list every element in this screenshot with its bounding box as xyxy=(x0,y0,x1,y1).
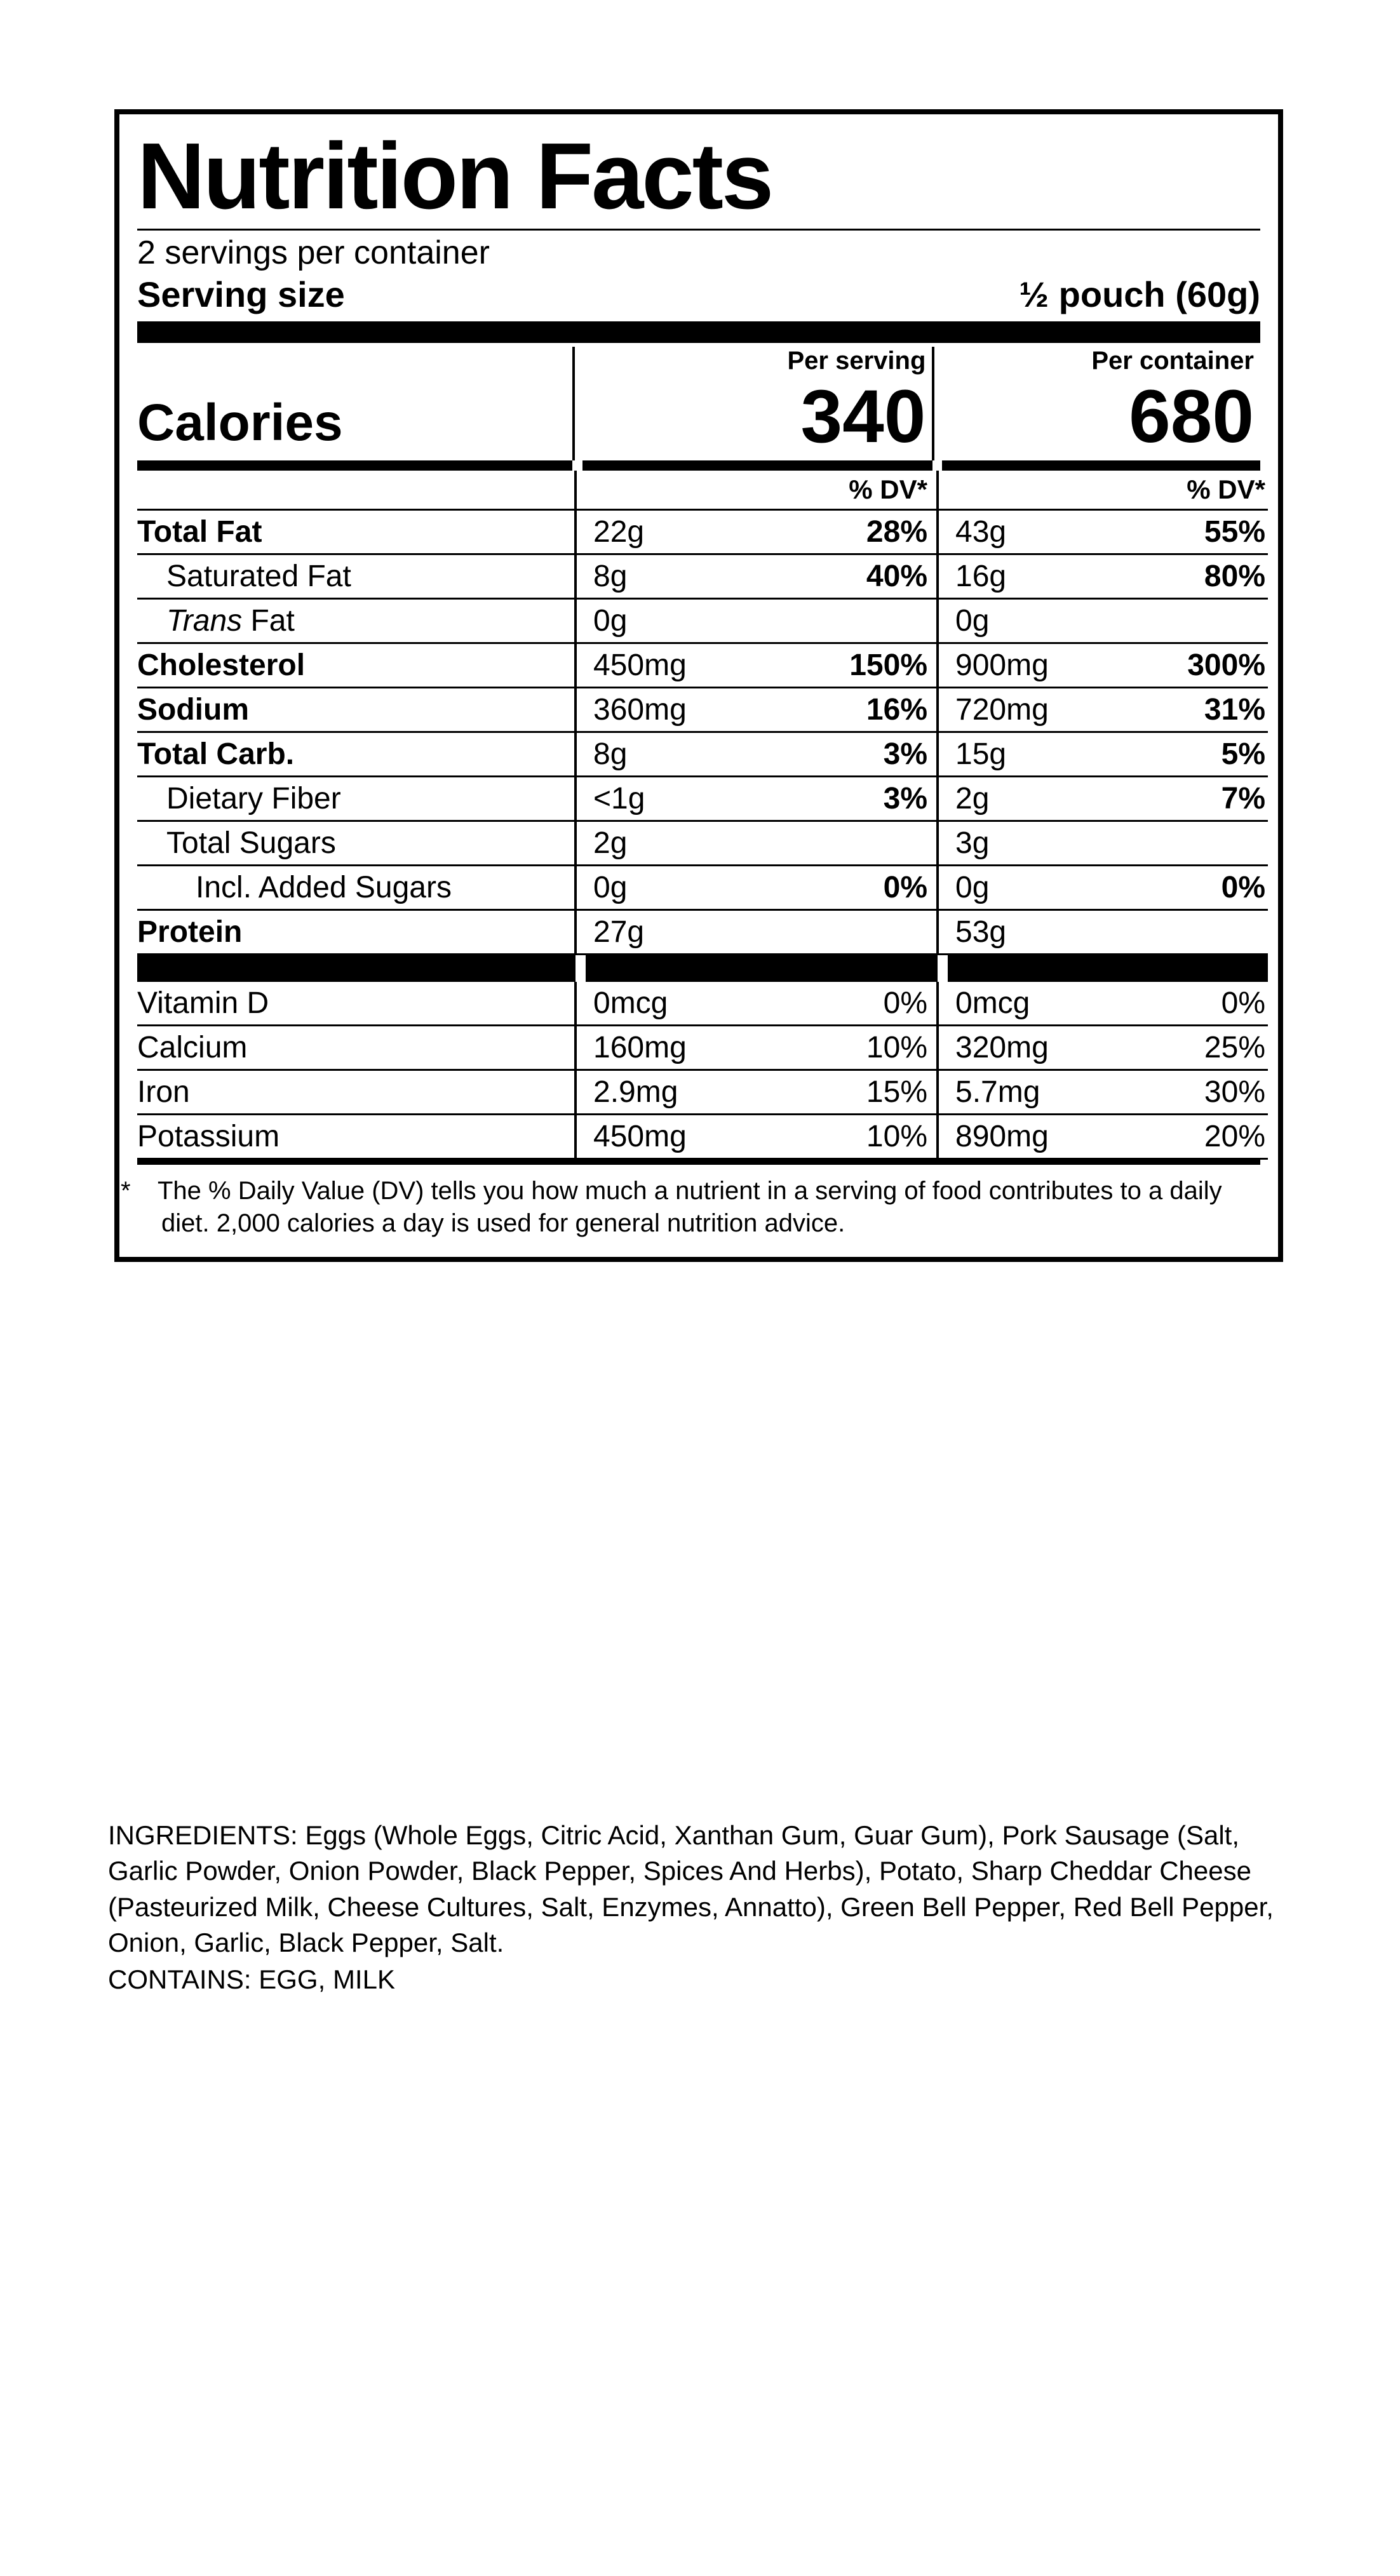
footnote-text: The % Daily Value (DV) tells you how much a nutrient in a serving of food contributes to a daily diet. 2,000 calories a day is used for general nutrition advice. xyxy=(158,1177,1222,1238)
nutrient-row xyxy=(137,511,1268,554)
nutrient-row xyxy=(137,866,1268,910)
nutrient-serving-dv xyxy=(785,599,938,643)
nutrient-row xyxy=(137,910,1268,955)
dv-header-serving-blank xyxy=(575,471,785,510)
nutrient-serving-value: 360mg xyxy=(575,688,785,732)
nutrient-serving-dv: 150% xyxy=(785,643,938,688)
contains-text: EGG, MILK xyxy=(259,1964,395,1995)
nutrient-row xyxy=(137,821,1268,866)
vitamin-row xyxy=(137,982,1268,1026)
calories-per-serving-value: 340 xyxy=(800,375,926,459)
nutrient-name: Total Sugars xyxy=(137,821,575,866)
nutrient-row xyxy=(137,643,1268,688)
vitamin-serving-value: 160mg xyxy=(575,1026,785,1070)
nutrient-container-value: 720mg xyxy=(938,688,1128,732)
nutrient-name: Sodium xyxy=(137,688,575,732)
serving-size-value: ½ pouch (60g) xyxy=(1019,274,1260,315)
nutrient-container-dv: 300% xyxy=(1128,643,1268,688)
servings-per-container: 2 servings per container xyxy=(137,234,490,271)
nutrient-row xyxy=(137,554,1268,599)
footnote-divider xyxy=(137,1160,1260,1165)
nutrient-container-value: 53g xyxy=(938,910,1128,955)
nutrient-container-value: 3g xyxy=(938,821,1128,866)
vitamin-row xyxy=(137,1070,1268,1115)
ingredients-block xyxy=(108,1818,1309,1997)
contains-line xyxy=(108,1962,1309,1997)
nutrient-serving-dv: 28% xyxy=(785,511,938,554)
nutrient-serving-dv: 16% xyxy=(785,688,938,732)
nutrient-container-value: 0g xyxy=(938,599,1128,643)
nutrient-container-value: 16g xyxy=(938,554,1128,599)
nutrient-rows-table xyxy=(137,511,1268,955)
ingredients-label: INGREDIENTS: xyxy=(108,1820,298,1850)
nutrient-container-value: 900mg xyxy=(938,643,1128,688)
vitamin-container-value: 890mg xyxy=(938,1115,1128,1159)
nutrient-container-dv xyxy=(1128,599,1268,643)
vitamin-row xyxy=(137,1026,1268,1070)
nutrient-serving-dv xyxy=(785,821,938,866)
nutrient-serving-value: 450mg xyxy=(575,643,785,688)
dv-header-container-blank xyxy=(938,471,1128,510)
vitamin-container-dv: 20% xyxy=(1128,1115,1268,1159)
nutrient-container-dv: 55% xyxy=(1128,511,1268,554)
serving-size-row xyxy=(137,272,1260,321)
nutrient-container-dv: 5% xyxy=(1128,732,1268,777)
nutrient-container-dv: 0% xyxy=(1128,866,1268,910)
nutrient-row xyxy=(137,732,1268,777)
nutrient-serving-dv xyxy=(785,910,938,955)
nutrient-container-dv: 7% xyxy=(1128,777,1268,821)
serving-size-label: Serving size xyxy=(137,274,345,315)
vitamin-serving-dv: 0% xyxy=(785,982,938,1026)
vitamin-serving-value: 2.9mg xyxy=(575,1070,785,1115)
nutrient-name: Trans Fat xyxy=(137,599,575,643)
nutrient-serving-value: 22g xyxy=(575,511,785,554)
vitamin-name: Potassium xyxy=(137,1115,575,1159)
nutrient-name: Dietary Fiber xyxy=(137,777,575,821)
calories-block xyxy=(137,343,1260,460)
vitamin-container-dv: 25% xyxy=(1128,1026,1268,1070)
nutrient-serving-dv: 3% xyxy=(785,777,938,821)
vitamin-container-value: 0mcg xyxy=(938,982,1128,1026)
nutrient-row xyxy=(137,599,1268,643)
ingredients-line xyxy=(108,1818,1309,1961)
col-head-per-container: Per container xyxy=(1091,347,1254,375)
vitamin-rows-body xyxy=(137,982,1268,1159)
nutrient-rows-body xyxy=(137,511,1268,955)
calories-underline xyxy=(137,460,1260,471)
vitamin-container-value: 5.7mg xyxy=(938,1070,1128,1115)
vitamin-serving-dv: 10% xyxy=(785,1026,938,1070)
vitamin-container-dv: 30% xyxy=(1128,1070,1268,1115)
vitamin-serving-value: 450mg xyxy=(575,1115,785,1159)
dv-header-serving: % DV* xyxy=(785,471,938,510)
nutrient-name: Total Fat xyxy=(137,511,575,554)
nutrition-facts-panel xyxy=(114,109,1283,1262)
nutrient-name: Incl. Added Sugars xyxy=(137,866,575,910)
nutrient-container-dv: 31% xyxy=(1128,688,1268,732)
dv-header-container: % DV* xyxy=(1128,471,1268,510)
dv-header-row xyxy=(137,471,1268,510)
nutrient-row xyxy=(137,777,1268,821)
page-title: Nutrition Facts xyxy=(137,124,772,229)
nutrient-name: Cholesterol xyxy=(137,643,575,688)
footnote-star: * xyxy=(121,1177,131,1205)
heavy-divider-top xyxy=(137,321,1260,343)
vitamin-container-value: 320mg xyxy=(938,1026,1128,1070)
nutrient-name-italic: Trans xyxy=(166,604,243,638)
calories-per-serving-col xyxy=(572,347,932,460)
nutrient-name: Saturated Fat xyxy=(137,554,575,599)
vitamin-rows-table xyxy=(137,982,1268,1160)
vitamin-serving-dv: 15% xyxy=(785,1070,938,1115)
nutrient-container-value: 2g xyxy=(938,777,1128,821)
nutrient-serving-dv: 0% xyxy=(785,866,938,910)
nutrient-container-dv: 80% xyxy=(1128,554,1268,599)
nutrient-name: Protein xyxy=(137,910,575,955)
nutrient-container-dv xyxy=(1128,821,1268,866)
vitamin-serving-value: 0mcg xyxy=(575,982,785,1026)
nutrient-serving-dv: 3% xyxy=(785,732,938,777)
nutrient-table-body xyxy=(137,471,1268,510)
vitamin-name: Vitamin D xyxy=(137,982,575,1026)
dv-header-spacer xyxy=(137,471,575,510)
calories-per-container-value: 680 xyxy=(1129,375,1254,459)
vitamin-name: Calcium xyxy=(137,1026,575,1070)
nutrient-container-value: 15g xyxy=(938,732,1128,777)
nutrient-row xyxy=(137,688,1268,732)
vitamin-separator-row xyxy=(137,955,1268,982)
vitamin-row xyxy=(137,1115,1268,1159)
vitamin-name: Iron xyxy=(137,1070,575,1115)
nutrient-serving-value: 0g xyxy=(575,599,785,643)
col-head-per-serving: Per serving xyxy=(787,347,926,375)
ingredients-text: Eggs (Whole Eggs, Citric Acid, Xanthan Gum, Guar Gum), Pork Sausage (Salt, Garlic Powder, Onion Powder, Black Pepper, Spices And Herbs), Potato, Sharp Cheddar Cheese (Pasteurized Milk, Cheese Cultures, Salt, Enzymes, Annatto), Green Bell Pepper, Red Bell Pepper, Onion, Garlic, Black Pepper, Salt. xyxy=(108,1820,1274,1957)
nutrient-container-value: 0g xyxy=(938,866,1128,910)
separator-table xyxy=(137,955,1268,982)
nutrient-serving-value: 2g xyxy=(575,821,785,866)
calories-label-col xyxy=(137,394,572,460)
nutrient-serving-dv: 40% xyxy=(785,554,938,599)
calories-label: Calories xyxy=(137,394,343,452)
daily-value-footnote xyxy=(121,1165,1260,1240)
nutrient-name: Total Carb. xyxy=(137,732,575,777)
contains-label: CONTAINS: xyxy=(108,1964,252,1995)
nutrient-container-dv xyxy=(1128,910,1268,955)
vitamin-serving-dv: 10% xyxy=(785,1115,938,1159)
nutrient-container-value: 43g xyxy=(938,511,1128,554)
nutrient-table xyxy=(137,471,1268,511)
nutrient-serving-value: 0g xyxy=(575,866,785,910)
calories-per-container-col xyxy=(932,347,1260,460)
nutrient-serving-value: <1g xyxy=(575,777,785,821)
nutrient-serving-value: 27g xyxy=(575,910,785,955)
nutrient-serving-value: 8g xyxy=(575,732,785,777)
vitamin-container-dv: 0% xyxy=(1128,982,1268,1026)
nutrient-serving-value: 8g xyxy=(575,554,785,599)
